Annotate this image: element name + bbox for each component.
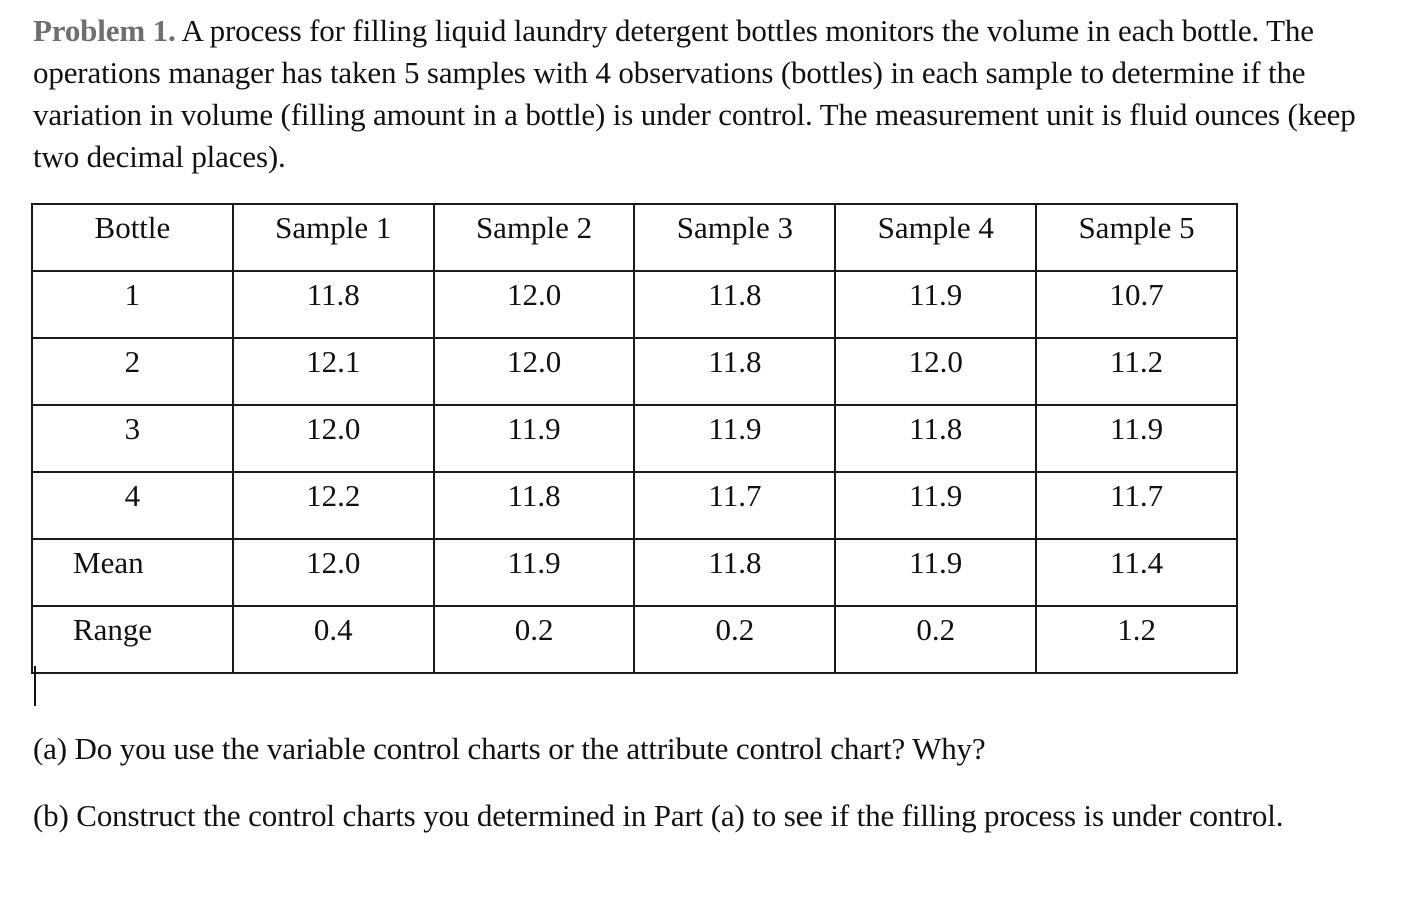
table-cell: 12.0 — [835, 338, 1036, 405]
table-row-range — [32, 606, 1237, 673]
table-cell: 0.2 — [634, 606, 835, 673]
table-cell: 11.4 — [1036, 539, 1237, 606]
header-bottle: Bottle — [32, 204, 233, 271]
row-label: 2 — [32, 338, 233, 405]
table-cell: 11.7 — [634, 472, 835, 539]
table-cell: 11.8 — [634, 539, 835, 606]
table-cell: 11.8 — [434, 472, 635, 539]
row-label: 3 — [32, 405, 233, 472]
table-row — [32, 338, 1237, 405]
problem-text: A process for filling liquid laundry detergent bottles monitors the volume in each bottle. The operations manager has taken 5 samples with 4 observations (bottles) in each sample to determine if the variation in volume (filling amount in a bottle) is under control. The measurement unit is fluid ounces (keep two decimal places). — [33, 13, 1356, 174]
row-label: 1 — [32, 271, 233, 338]
table-row-mean — [32, 539, 1237, 606]
table-cell: 11.8 — [634, 271, 835, 338]
question-a: (a) Do you use the variable control charts or the attribute control chart? Why? — [33, 731, 986, 766]
table-cell: 11.9 — [434, 539, 635, 606]
header-sample-3: Sample 3 — [634, 204, 835, 271]
table-cell: 11.8 — [835, 405, 1036, 472]
header-sample-1: Sample 1 — [233, 204, 434, 271]
table-cell: 0.4 — [233, 606, 434, 673]
text-cursor[interactable] — [34, 666, 36, 706]
table-cell: 12.2 — [233, 472, 434, 539]
table-cell: 12.0 — [233, 405, 434, 472]
table-cell: 12.0 — [434, 338, 635, 405]
table-cell: 11.8 — [233, 271, 434, 338]
sample-data-table — [31, 203, 1238, 674]
table-cell: 12.0 — [434, 271, 635, 338]
table-cell: 11.9 — [1036, 405, 1237, 472]
row-label: 4 — [32, 472, 233, 539]
table-cell: 11.9 — [835, 472, 1036, 539]
table-cell: 12.1 — [233, 338, 434, 405]
table-row — [32, 472, 1237, 539]
problem-statement — [33, 10, 1393, 178]
table-cell: 11.7 — [1036, 472, 1237, 539]
header-sample-4: Sample 4 — [835, 204, 1036, 271]
problem-label: Problem 1. — [33, 13, 176, 48]
question-b: (b) Construct the control charts you determined in Part (a) to see if the filling process is under control. — [33, 798, 1284, 833]
table-cell: 0.2 — [835, 606, 1036, 673]
header-sample-2: Sample 2 — [434, 204, 635, 271]
row-label-range: Range — [32, 606, 233, 673]
table-cell: 11.8 — [634, 338, 835, 405]
header-sample-5: Sample 5 — [1036, 204, 1237, 271]
table-cell: 11.9 — [835, 271, 1036, 338]
table-cell: 0.2 — [434, 606, 635, 673]
table-row — [32, 405, 1237, 472]
row-label-mean: Mean — [32, 539, 233, 606]
table-cell: 1.2 — [1036, 606, 1237, 673]
table-cell: 10.7 — [1036, 271, 1237, 338]
table-cell: 11.9 — [835, 539, 1036, 606]
table-cell: 11.9 — [634, 405, 835, 472]
table-cell: 11.9 — [434, 405, 635, 472]
table-cell: 12.0 — [233, 539, 434, 606]
table-header-row — [32, 204, 1237, 271]
table-row — [32, 271, 1237, 338]
table-cell: 11.2 — [1036, 338, 1237, 405]
